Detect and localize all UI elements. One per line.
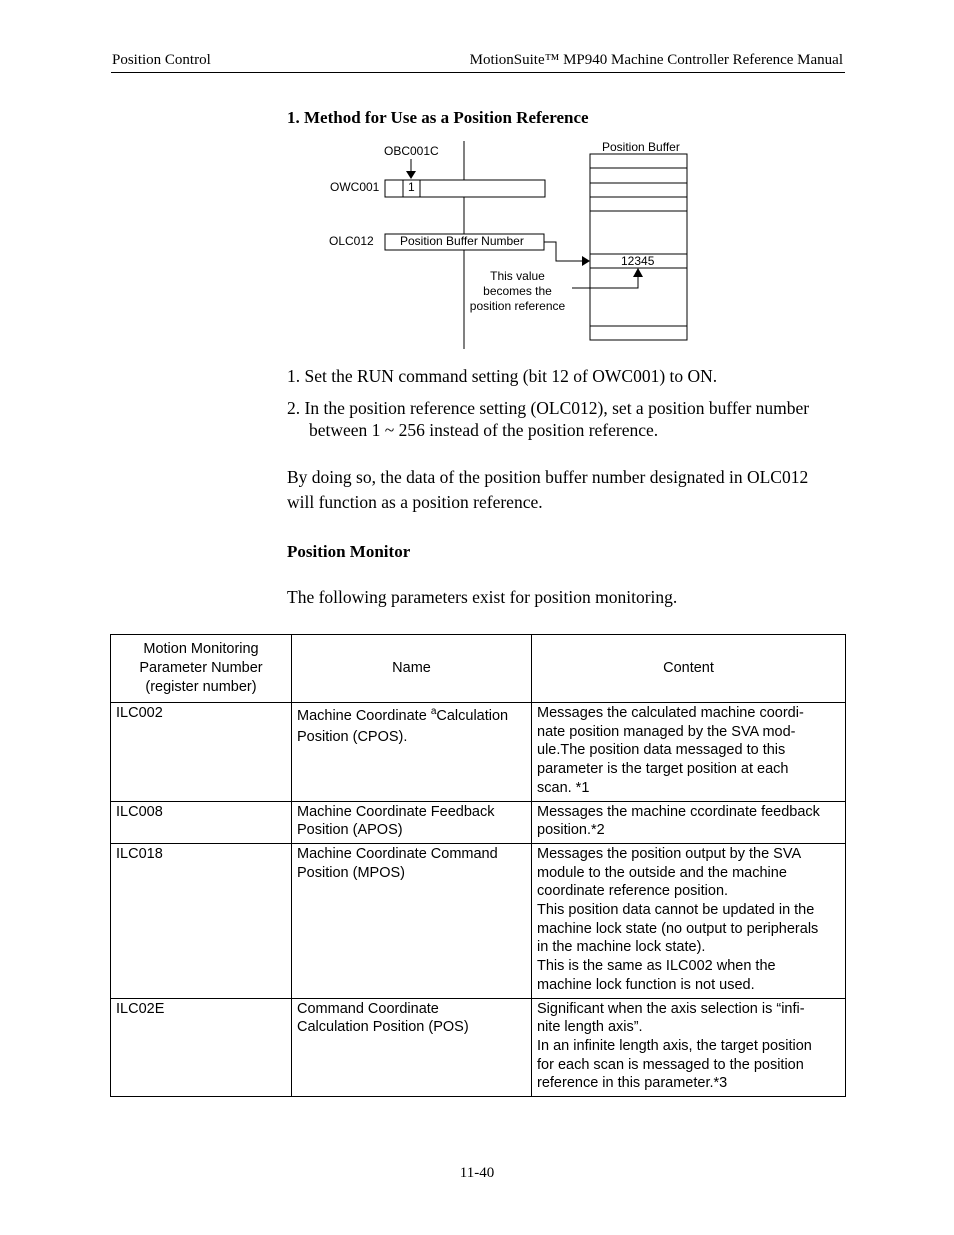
olc-box-label: Position Buffer Number [400,234,524,248]
position-buffer-column [590,154,687,340]
header-content: Content [532,635,846,703]
cell-number: ILC002 [111,703,292,802]
buffer-title: Position Buffer [602,140,680,154]
olc-label: OLC012 [329,234,374,248]
section-heading: 1. Method for Use as a Position Reference [287,108,589,127]
step-2: 2. In the position reference setting (OLC012), set a position buffer number [287,398,810,418]
header-left: Position Control [112,52,211,68]
cell-content: Messages the position output by the SVA module to the outside and the machine coordinate reference position. This position data cannot be updated in the machine lock state (no output to peripherals in the machine lock state). This is the same as ILC002 when the machine lock function is not used. [532,843,846,998]
cell-content: Significant when the axis selection is “infi- nite length axis”. In an infinite length axis, the target position for each scan is messaged to the position reference in this parameter.*3 [532,998,846,1097]
obc-label: OBC001C [384,144,439,158]
buffer-value: 12345 [621,254,655,268]
cell-number: ILC008 [111,801,292,843]
owc-label: OWC001 [330,180,380,194]
monitor-intro: The following parameters exist for position monitoring. [287,587,678,607]
position-monitor-table [110,634,846,1097]
header-parameter-number: Motion Monitoring Parameter Number (register number) [111,635,292,703]
position-reference-diagram [320,138,700,353]
table-row [111,998,846,1097]
cell-name: Command Coordinate Calculation Position (POS) [292,998,532,1097]
cell-content: Messages the machine ccordinate feedback position.*2 [532,801,846,843]
obc-arrow-head [406,171,416,179]
summary-line: will function as a position reference. [287,492,543,512]
olc-arrow-line [544,242,582,261]
table-row [111,703,846,802]
table-row [111,801,846,843]
step-1: 1. Set the RUN command setting (bit 12 of OWC001) to ON. [287,366,718,386]
page-number: 11-40 [459,1165,495,1181]
table-header-row [111,635,846,703]
step-2-continued: between 1 ~ 256 instead of the position reference. [309,420,659,440]
cell-number: ILC018 [111,843,292,998]
summary-line: By doing so, the data of the position buffer number designated in OLC012 [287,467,809,487]
cell-name: Machine Coordinate Command Position (MPOS) [292,843,532,998]
cell-content: Messages the calculated machine coordi- nate position managed by the SVA mod- ule.The position data messaged to this parameter is the target position at each scan. *1 [532,703,846,802]
diagram-note [462,269,573,314]
header-rule [111,72,845,73]
olc-arrow-head [582,256,590,266]
cell-name: Machine Coordinate $^a$Calculation Position (CPOS). [292,703,532,802]
table-row [111,843,846,998]
header-right: MotionSuite™ MP940 Machine Controller Reference Manual [469,52,843,68]
note-line: position reference [469,299,566,313]
header-name: Name [292,635,532,703]
cell-number: ILC02E [111,998,292,1097]
note-line: becomes the [483,284,552,298]
owc-bit-value: 1 [408,180,415,194]
monitor-heading: Position Monitor [287,542,411,561]
cell-name: Machine Coordinate Feedback Position (APOS) [292,801,532,843]
note-line: This value [490,269,545,283]
